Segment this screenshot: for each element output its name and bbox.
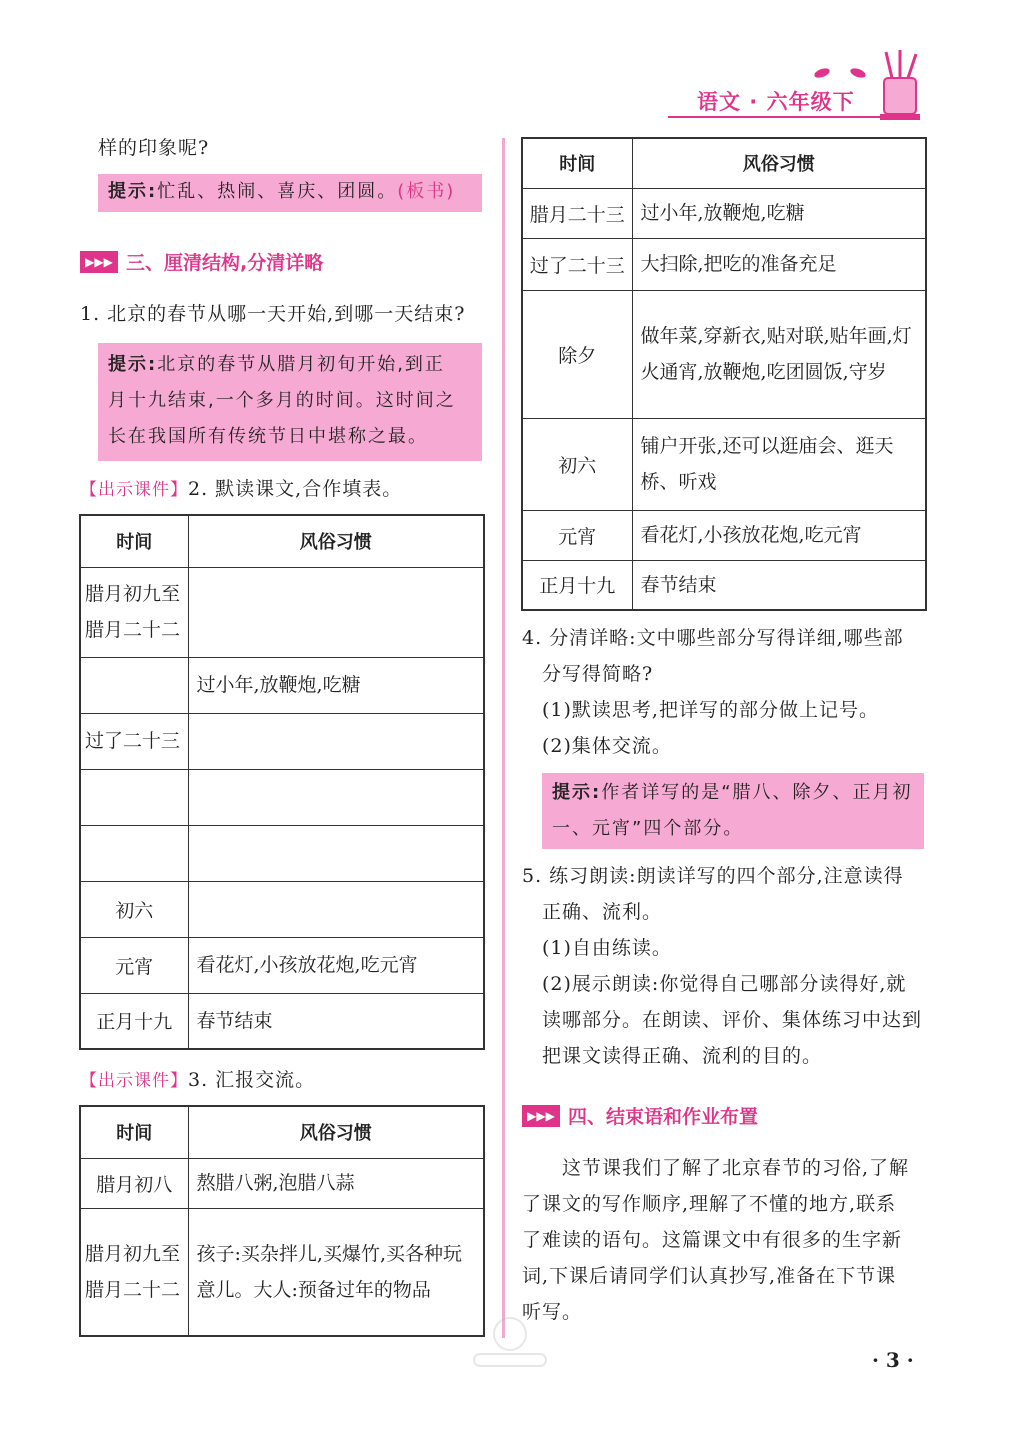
table-row [80,713,484,769]
custom-cell: 过小年,放鞭炮,吃糖 [632,188,926,238]
section-title: 三、厘清结构,分清详略 [126,252,324,274]
time-cell: 腊月初九至腊月二十二 [80,1208,188,1336]
sub-step: (1)默读思考,把详写的部分做上记号。 [542,699,879,721]
custom-cell: 铺户开张,还可以逛庙会、逛天桥、听戏 [632,418,926,510]
time-cell-blank[interactable] [80,769,188,825]
triple-arrow-icon: ▶▶▶ [522,1105,560,1127]
question-5 [522,858,926,1074]
time-cell: 腊月初八 [80,1158,188,1208]
question-line: 分写得简略? [542,663,654,685]
tip-line: 长在我国所有传统节日中堪称之最。 [108,426,428,447]
time-cell: 过了二十三 [80,713,188,769]
table-row [80,993,484,1049]
custom-cell: 看花灯,小孩放花炮,吃元宵 [188,937,484,993]
question-2 [80,471,402,508]
reference-table [521,137,927,611]
section-title: 四、结束语和作业布置 [568,1106,759,1128]
fill-in-table [79,514,485,1050]
tip-line: 月十九结束,一个多月的时间。这时间之 [108,390,456,411]
sub-step: (1)自由练读。 [542,937,672,959]
custom-cell: 春节结束 [632,560,926,610]
time-cell: 过了二十三 [522,238,632,290]
time-cell: 除夕 [522,290,632,418]
tip-label: 提示: [108,354,158,375]
paragraph-line: 听写。 [522,1301,583,1323]
table-header-row [80,515,484,567]
time-cell: 正月十九 [80,993,188,1049]
tip-box-2 [98,343,482,461]
custom-cell: 孩子:买杂拌儿,买爆竹,买各种玩意儿。大人:预备过年的物品 [188,1208,484,1336]
custom-cell-blank[interactable] [188,713,484,769]
col-header-custom: 风俗习惯 [188,515,484,567]
page-number: · 3 · [872,1348,914,1372]
table-row [80,881,484,937]
col-header-time: 时间 [80,1106,188,1158]
sub-step: (2)集体交流。 [542,735,672,757]
time-cell: 元宵 [80,937,188,993]
triple-arrow-icon: ▶▶▶ [80,251,118,273]
sub-step: 读哪部分。在朗读、评价、集体练习中达到 [542,1009,923,1031]
table-row [522,510,926,560]
sub-step: 把课文读得正确、流利的目的。 [542,1045,823,1067]
custom-cell-blank[interactable] [188,769,484,825]
time-cell: 元宵 [522,510,632,560]
question-text: 2. 默读课文,合作填表。 [188,478,403,500]
table-row [522,188,926,238]
section-heading-4 [522,1102,758,1128]
table-row [80,937,484,993]
col-header-time: 时间 [522,138,632,188]
time-cell-blank[interactable] [80,657,188,713]
question-4 [522,620,926,764]
question-line: 正确、流利。 [542,901,663,923]
continued-question: 样的印象呢? [98,137,210,159]
tip-label: 提示: [552,782,602,803]
tip-box-1 [98,174,482,212]
table-row [522,418,926,510]
courseware-tag: 【出示课件】 [80,1071,188,1091]
custom-cell: 熬腊八粥,泡腊八蒜 [188,1158,484,1208]
table-row [522,290,926,418]
table-row [80,657,484,713]
custom-cell: 做年菜,穿新衣,贴对联,贴年画,灯火通宵,放鞭炮,吃团圆饭,守岁 [632,290,926,418]
question-1: 1. 北京的春节从哪一天开始,到哪一天结束? [80,303,466,325]
time-cell: 初六 [522,418,632,510]
table-row [522,560,926,610]
petal-icon [848,66,868,80]
header-underline [668,116,880,118]
question-line: 4. 分清详略:文中哪些部分写得详细,哪些部 [522,627,904,649]
custom-cell: 看花灯,小孩放花炮,吃元宵 [632,510,926,560]
petal-icon [812,66,832,80]
section-heading-3 [80,248,323,274]
time-cell: 初六 [80,881,188,937]
tip-box-3 [542,773,924,849]
time-cell: 腊月二十三 [522,188,632,238]
time-cell: 正月十九 [522,560,632,610]
custom-cell: 大扫除,把吃的准备充足 [632,238,926,290]
tip-line: 作者详写的是“腊八、除夕、正月初 [601,782,913,803]
paragraph-line: 词,下课后请同学们认真抄写,准备在下节课 [522,1265,897,1287]
tip-label: 提示: [108,181,158,202]
paragraph-line: 了课文的写作顺序,理解了不懂的地方,联系 [522,1193,897,1215]
paragraph-line: 了难读的语句。这篇课文中有很多的生字新 [522,1229,903,1251]
tip-text: 忙乱、热闹、喜庆、团圆。 [157,181,398,202]
col-header-custom: 风俗习惯 [188,1106,484,1158]
table-row [80,567,484,657]
question-text: 3. 汇报交流。 [188,1069,316,1091]
tip-line: 北京的春节从腊月初旬开始,到正 [157,354,445,375]
book-title: 语文 · 六年级下 [697,90,855,114]
question-line: 5. 练习朗读:朗读详写的四个部分,注意读得 [522,865,904,887]
custom-cell-blank[interactable] [188,567,484,657]
tip-line: 一、元宵”四个部分。 [552,818,744,839]
pen-holder-icon [870,48,930,124]
table-row [80,1208,484,1336]
custom-cell: 春节结束 [188,993,484,1049]
table-header-row [80,1106,484,1158]
table-row [80,1158,484,1208]
sub-step: (2)展示朗读:你觉得自己哪部分读得好,就 [542,973,907,995]
custom-cell: 过小年,放鞭炮,吃糖 [188,657,484,713]
question-3 [80,1062,315,1099]
courseware-tag: 【出示课件】 [80,480,188,500]
closing-paragraph [522,1150,926,1330]
tip-tag: (板书) [397,181,456,202]
column-divider [502,138,505,1338]
col-header-custom: 风俗习惯 [632,138,926,188]
table-row [522,238,926,290]
answer-table [79,1105,485,1337]
time-cell-blank[interactable] [80,825,188,881]
table-row [80,769,484,825]
table-row [80,825,484,881]
paragraph-line: 这节课我们了解了北京春节的习俗,了解 [562,1157,910,1179]
custom-cell-blank[interactable] [188,881,484,937]
custom-cell-blank[interactable] [188,825,484,881]
table-header-row [522,138,926,188]
watermark-logo-icon [460,1310,560,1370]
time-cell: 腊月初九至腊月二十二 [80,567,188,657]
col-header-time: 时间 [80,515,188,567]
